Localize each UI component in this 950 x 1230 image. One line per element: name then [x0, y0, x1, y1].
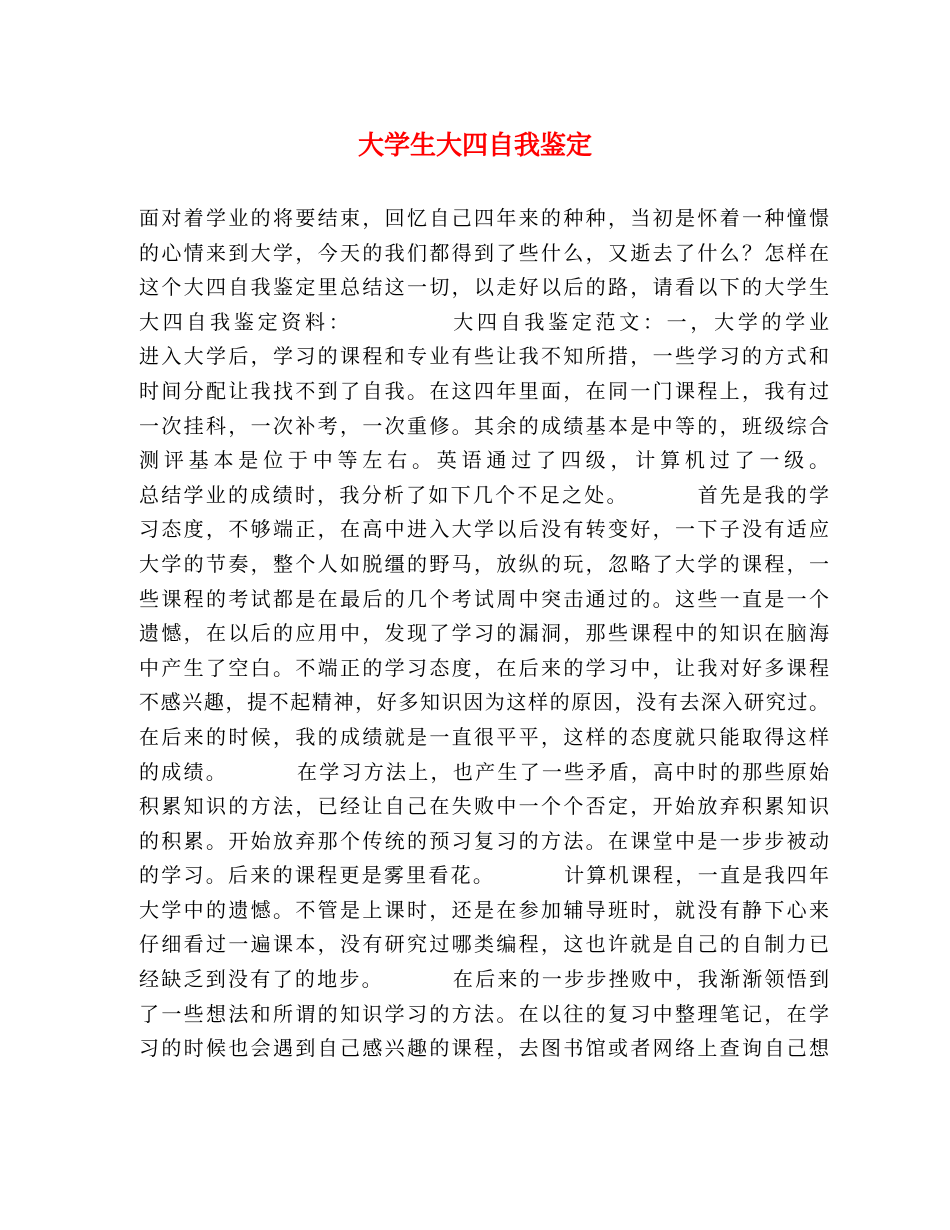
body-line: 中产生了空白。不端正的学习态度，在后来的学习中，让我对好多课程 — [139, 655, 829, 680]
body-line: 仔细看过一遍课本，没有研究过哪类编程，这也许就是自己的自制力已 — [139, 932, 829, 957]
body-line: 习态度，不够端正，在高中进入大学以后没有转变好，一下子没有适应 — [139, 517, 829, 542]
body-line: 大四自我鉴定资料： 大四自我鉴定范文：一，大学的学业 — [139, 309, 829, 334]
body-line: 时间分配让我找不到了自我。在这四年里面，在同一门课程上，我有过 — [139, 378, 829, 403]
body-line: 遗憾，在以后的应用中，发现了学习的漏洞，那些课程中的知识在脑海 — [139, 621, 829, 646]
body-line: 在后来的时候，我的成绩就是一直很平平，这样的态度就只能取得这样 — [139, 724, 829, 749]
body-line: 面对着学业的将要结束，回忆自己四年来的种种，当初是怀着一种憧憬 — [139, 206, 829, 230]
body-line: 些课程的考试都是在最后的几个考试周中突击通过的。这些一直是一个 — [139, 586, 829, 611]
body-line: 经缺乏到没有了的地步。 在后来的一步步挫败中，我渐渐领悟到 — [139, 967, 829, 992]
body-line: 测评基本是位于中等左右。英语通过了四级，计算机过了一级。 — [139, 448, 829, 473]
document-body — [139, 201, 829, 1066]
body-line: 进入大学后，学习的课程和专业有些让我不知所措，一些学习的方式和 — [139, 344, 829, 369]
body-line: 大学中的遗憾。不管是上课时，还是在参加辅导班时，就没有静下心来 — [139, 897, 829, 922]
body-line: 一次挂科，一次补考，一次重修。其余的成绩基本是中等的，班级综合 — [139, 413, 829, 438]
body-line: 习的时候也会遇到自己感兴趣的课程，去图书馆或者网络上查询自己想 — [139, 1036, 829, 1061]
body-line: 不感兴趣，提不起精神，好多知识因为这样的原因，没有去深入研究过。 — [139, 690, 829, 715]
body-line: 大学的节奏，整个人如脱缰的野马，放纵的玩，忽略了大学的课程，一 — [139, 551, 829, 576]
body-line: 积累知识的方法，已经让自己在失败中一个个否定，开始放弃积累知识 — [139, 794, 829, 819]
body-line: 这个大四自我鉴定里总结这一切，以走好以后的路，请看以下的大学生 — [139, 275, 829, 300]
body-line: 的成绩。 在学习方法上，也产生了一些矛盾，高中时的那些原始 — [139, 759, 829, 784]
body-line: 的积累。开始放弃那个传统的预习复习的方法。在课堂中是一步步被动 — [139, 828, 829, 853]
body-line: 的心情来到大学，今天的我们都得到了些什么，又逝去了什么？怎样在 — [139, 240, 829, 265]
body-line: 的学习。后来的课程更是雾里看花。 计算机课程，一直是我四年 — [139, 863, 829, 888]
document-title: 大学生大四自我鉴定 — [357, 131, 592, 161]
body-line: 总结学业的成绩时，我分析了如下几个不足之处。 首先是我的学 — [139, 482, 829, 507]
body-line: 了一些想法和所谓的知识学习的方法。在以往的复习中整理笔记，在学 — [139, 1001, 829, 1026]
